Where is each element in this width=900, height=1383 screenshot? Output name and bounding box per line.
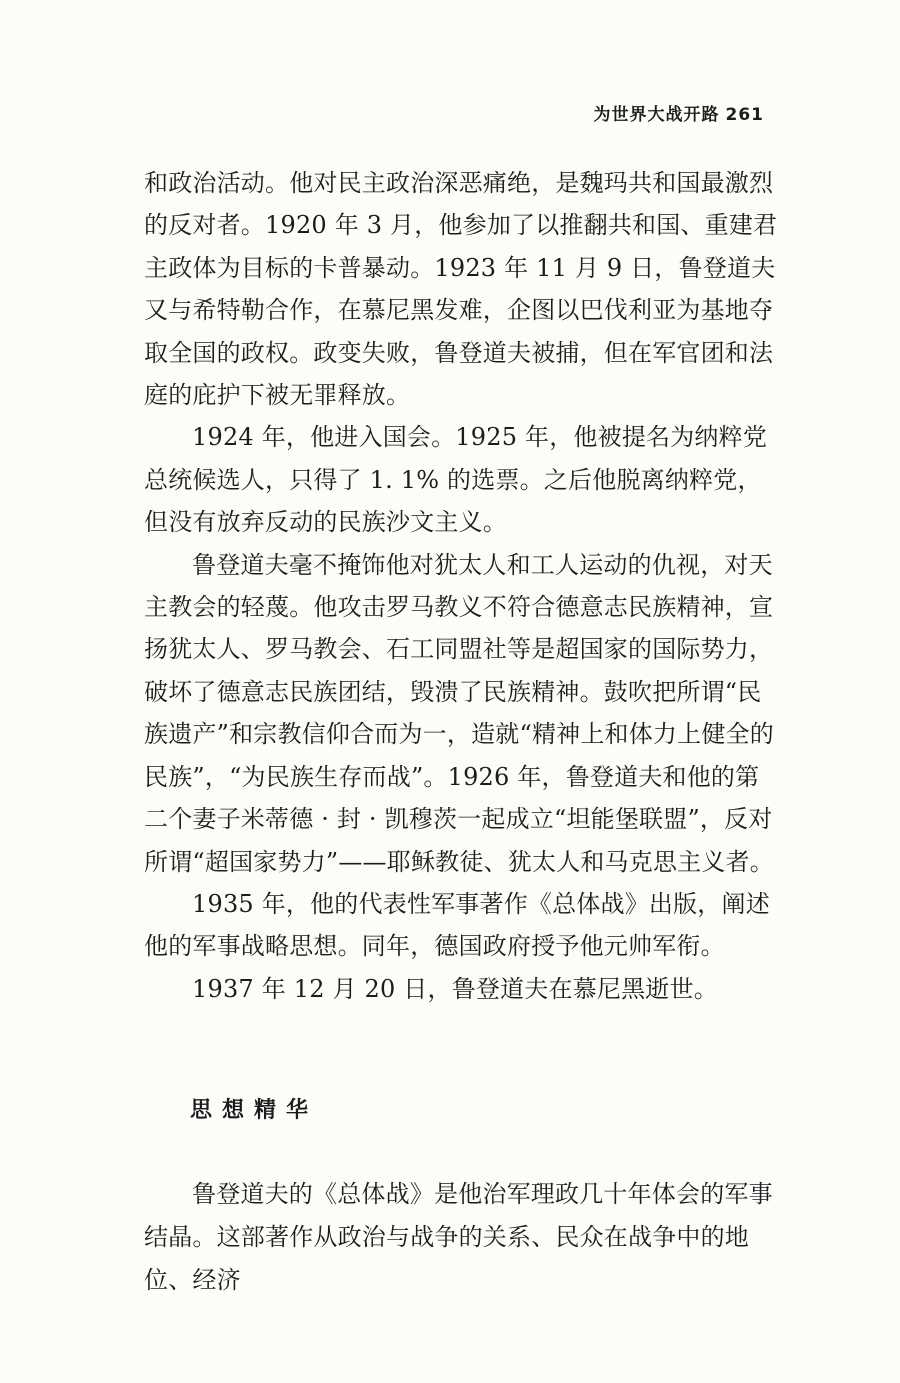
- paragraph-1937: 1937 年 12 月 20 日，鲁登道夫在慕尼黑逝世。: [192, 974, 718, 1003]
- paragraph-continuation: 和政治活动。他对民主政治深恶痛绝，是魏玛共和国最激烈的反对者。1920 年 3 月，他参加了以推翻共和国、重建君主政体为目标的卡普暴动。1923 年 11 月 9 日，鲁登道夫又与希特勒合作，在慕尼黑发难，企图以巴伐利亚为基地夺取全国的政权。政变失败，鲁登道夫被捕，但在军官团和法庭的庇护下被无罪释放。: [144, 169, 778, 410]
- paragraph-1924: 1924 年，他进入国会。1925 年，他被提名为纳粹党总统候选人，只得了 1. 1% 的选票。之后他脱离纳粹党，但没有放弃反动的民族沙文主义。: [144, 423, 768, 537]
- paragraph-1935: 1935 年，他的代表性军事著作《总体战》出版，阐述他的军事战略思想。同年，德国政府授予他元帅军衔。: [144, 889, 770, 961]
- page-number: 261: [725, 105, 764, 125]
- running-title: 为世界大战开路: [593, 105, 720, 125]
- paragraph-ideology: 鲁登道夫毫不掩饰他对犹太人和工人运动的仇视，对天主教会的轻蔑。他攻击罗马教义不符合德意志民族精神，宣扬犹太人、罗马教会、石工同盟社等是超国家的国际势力，破坏了德意志民族团结，毁溃了民族精神。鼓吹把所谓“民族遗产”和宗教信仰合而为一，造就“精神上和体力上健全的民族”，“为民族生存而战”。1926 年，鲁登道夫和他的第二个妻子米蒂德 · 封 · 凯穆茨一起成立“坦能堡联盟”，反对所谓“超国家势力”——耶稣教徒、犹太人和马克思主义者。: [144, 550, 774, 876]
- running-header: [594, 100, 765, 125]
- section-body: [144, 1173, 780, 1302]
- body-text: [144, 162, 780, 1010]
- section-paragraph: 鲁登道夫的《总体战》是他治军理政几十年体会的军事结晶。这部著作从政治与战争的关系、民众在战争中的地位、经济: [144, 1180, 773, 1294]
- section-title: 思想精华: [190, 1098, 319, 1123]
